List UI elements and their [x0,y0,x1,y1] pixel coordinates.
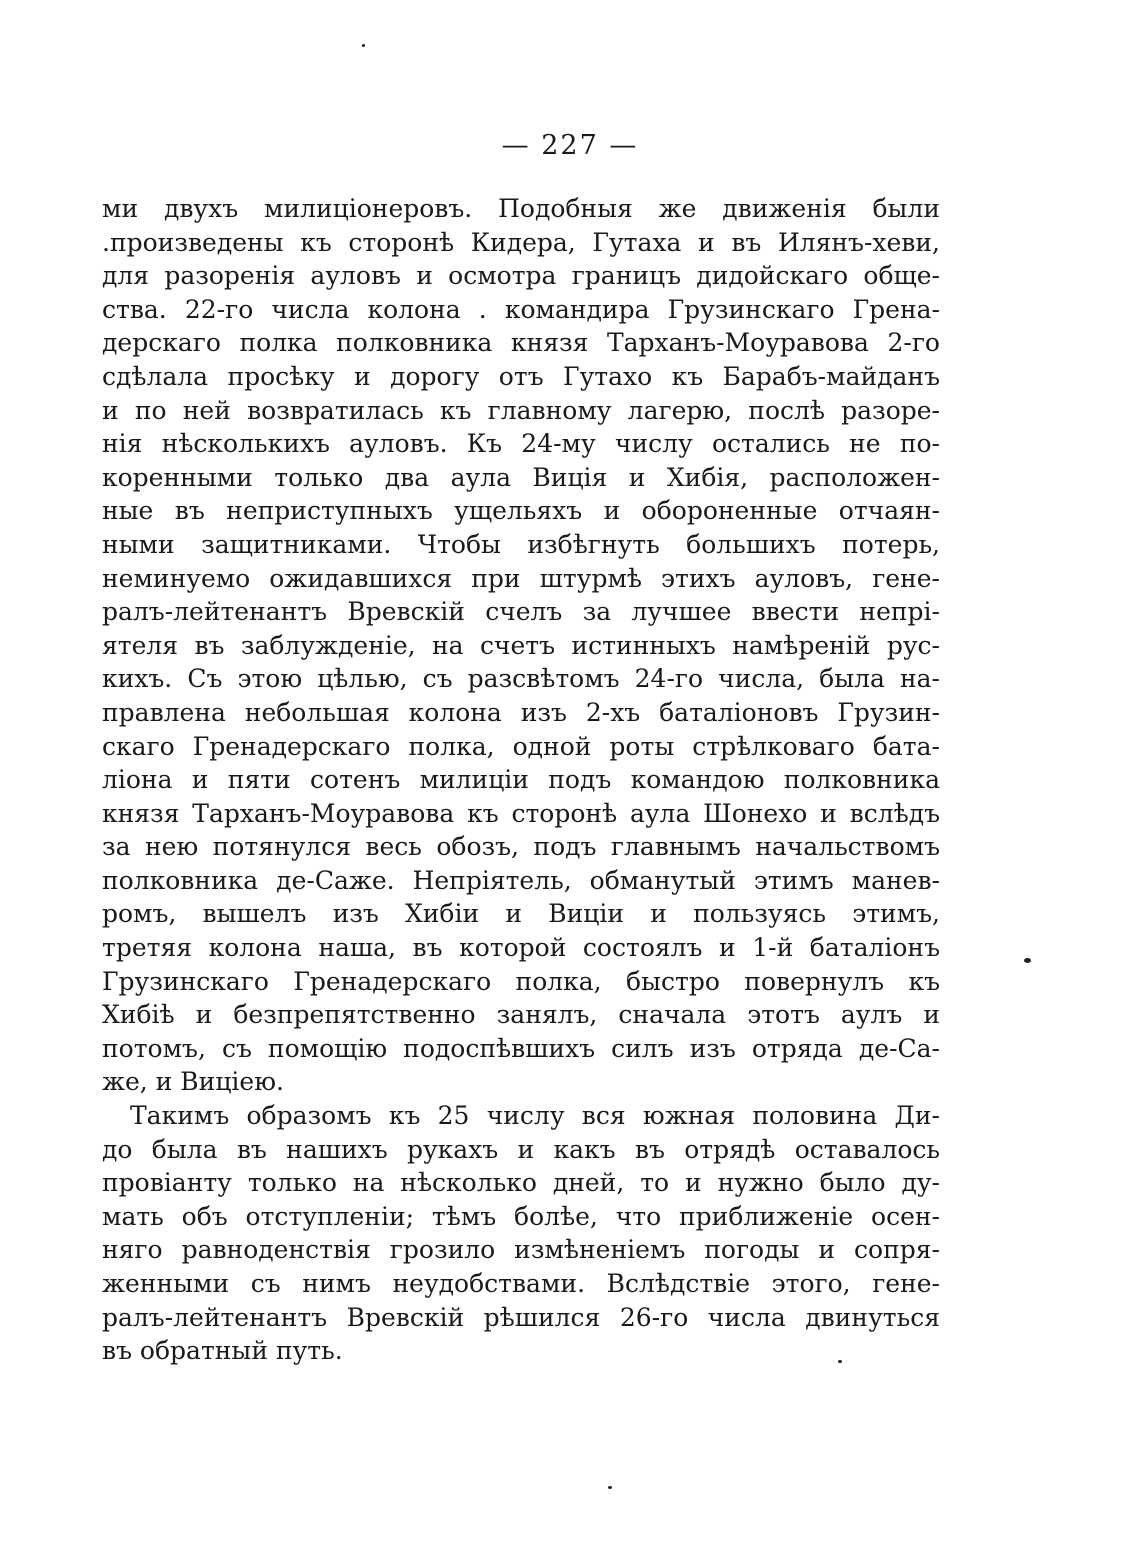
text-line: ными защитниками. Чтобы избѣгнуть большихъ потерь, [102,529,940,559]
text-line: Грузинскаго Гренадерскаго полка, быстро повернулъ къ [102,966,940,996]
text-line: нія нѣсколькихъ ауловъ. Къ 24-му числу остались не по- [102,429,940,459]
text-line: сдѣлала просѣку и дорогу отъ Гутахо къ Барабъ-майданъ [102,361,940,391]
text-line: для разоренія ауловъ и осмотра границъ дидойскаго обще- [102,261,940,291]
text-line: полковника де-Саже. Непріятель, обманутый этимъ манев- [102,865,940,895]
text-line: провіанту только на нѣсколько дней, то и нужно было ду- [102,1168,940,1198]
ink-speck [608,1486,612,1489]
text-line: неминуемо ожидавшихся при штурмѣ этихъ ауловъ, гене- [102,563,940,593]
text-line: коренными только два аула Виція и Хибія, расположен- [102,462,940,492]
text-line: скаго Гренадерскаго полка, одной роты стрѣлковаго бата- [102,731,940,761]
text-line: ліона и пяти сотенъ милиціи подъ командою полковника [102,765,940,795]
text-line: .произведены къ сторонѣ Кидера, Гутаха и въ Илянъ-хеви, [102,227,940,257]
text-line: и по ней возвратилась къ главному лагерю, послѣ разоре- [102,395,940,425]
text-line: няго равноденствія грозило измѣненіемъ погоды и сопря- [102,1235,940,1265]
text-line: князя Тарханъ-Моуравова къ сторонѣ аула Шонехо и вслѣдъ [102,798,940,828]
text-line: ралъ-лейтенантъ Вревскій счелъ за лучшее ввести непрі- [102,597,940,627]
text-line: Такимъ образомъ къ 25 числу вся южная половина Ди- [130,1101,940,1131]
paragraph [102,1099,940,1368]
text-line: ятеля въ заблужденіе, на счетъ истинныхъ намѣреній рус- [102,630,940,660]
text-line: же, и Виціею. [102,1067,284,1097]
text-line: за нею потянулся весь обозъ, подъ главнымъ начальствомъ [102,832,940,862]
text-line: Хибіѣ и безпрепятственно занялъ, сначала этотъ аулъ и [102,1000,940,1030]
text-line: до была въ нашихъ рукахъ и какъ въ отрядѣ оставалось [102,1134,940,1164]
text-line: мать объ отступленіи; тѣмъ болѣе, что приближеніе осен- [102,1201,940,1231]
text-line: кихъ. Съ этою цѣлью, съ разсвѣтомъ 24-го числа, была на- [102,664,940,694]
text-line: правлена небольшая колона изъ 2-хъ баталіоновъ Грузин- [102,697,940,727]
ink-speck [362,44,365,47]
text-line: потомъ, съ помощію подоспѣвшихъ силъ изъ отряда де-Са- [102,1033,940,1063]
text-line: ромъ, вышелъ изъ Хибіи и Виціи и пользуясь этимъ, [102,899,940,929]
text-line: ралъ-лейтенантъ Вревскій рѣшился 26-го числа двинуться [102,1302,940,1332]
paragraph [102,192,940,1099]
body-text [102,192,940,1368]
text-line: въ обратный путь. [102,1336,343,1366]
text-line: ми двухъ милиціонеровъ. Подобныя же движенія были [102,194,940,223]
ink-speck [1024,958,1031,963]
page-number: — 227 — [501,130,639,161]
text-line: ные въ неприступныхъ ущельяхъ и обороненные отчаян- [102,496,940,526]
text-line: ства. 22-го числа колона . командира Грузинскаго Грена- [102,294,940,324]
text-line: женными съ нимъ неудобствами. Вслѣдствіе этого, гене- [102,1269,940,1298]
text-line: дерскаго полка полковника князя Тарханъ-Моуравова 2-го [102,328,940,358]
text-line: третяя колона наша, въ которой состоялъ и 1-й баталіонъ [102,933,940,963]
